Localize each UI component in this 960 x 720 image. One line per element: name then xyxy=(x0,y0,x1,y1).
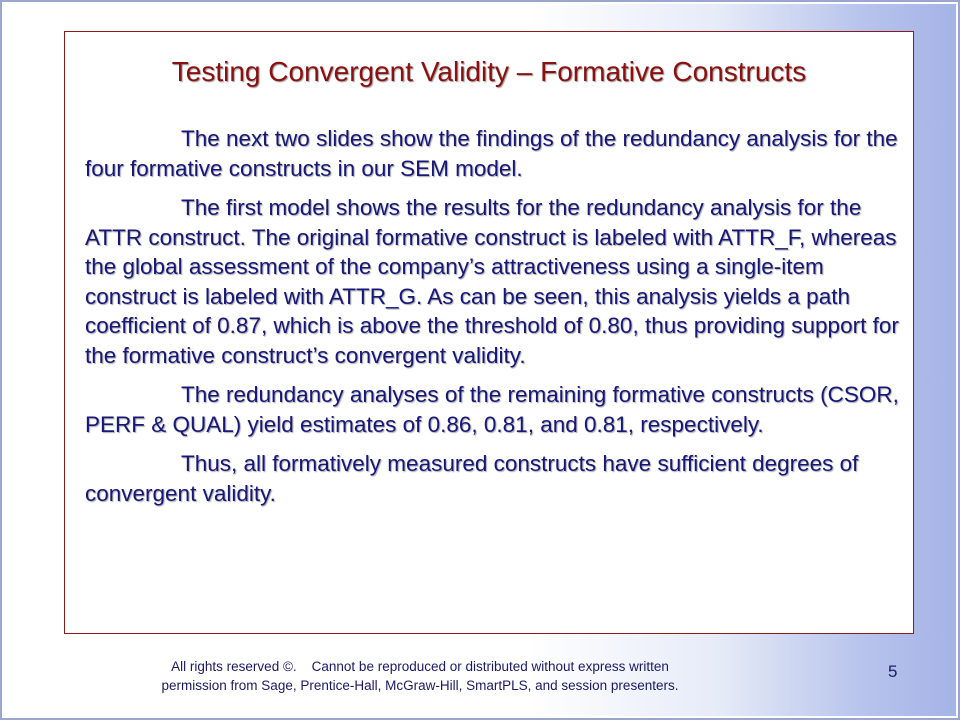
page-number: 5 xyxy=(888,662,898,681)
copyright-line-1: All rights reserved ©. Cannot be reproduced or distributed without express written xyxy=(171,659,669,674)
content-box xyxy=(64,31,914,634)
paragraph-4: Thus, all formatively measured constructs have sufficient degrees of convergent validity. xyxy=(85,451,859,506)
body-text xyxy=(85,124,900,518)
paragraph-2: The first model shows the results for the redundancy analysis for the ATTR construct. The original formative construct is labeled with ATTR_F, whereas the global assessment of the company’s attractiveness using a single-item construct is labeled with ATTR_G. As can be seen, this analysis yields a path coefficient of 0.87, which is above the threshold of 0.80, thus providing support for the formative construct’s convergent validity. xyxy=(85,195,899,368)
paragraph-3: The redundancy analyses of the remaining formative constructs (CSOR, PERF & QUAL) yield estimates of 0.86, 0.81, and 0.81, respectively. xyxy=(85,382,899,437)
slide-title: Testing Convergent Validity – Formative Constructs xyxy=(171,56,807,87)
copyright-line-2: permission from Sage, Prentice-Hall, McGraw-Hill, SmartPLS, and session presenters. xyxy=(161,678,679,693)
paragraph-1: The next two slides show the findings of the redundancy analysis for the four formative constructs in our SEM model. xyxy=(85,126,898,181)
footer-copyright xyxy=(100,657,740,695)
